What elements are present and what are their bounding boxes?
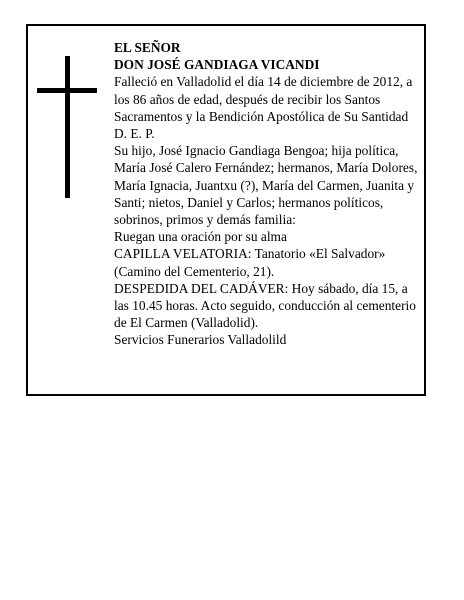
cross-vertical-bar [65,56,70,198]
heading-line-2: DON JOSÉ GANDIAGA VICANDI [114,57,320,73]
heading-line-1: EL SEÑOR [114,40,181,55]
funeral-services: Servicios Funerarios Valladolild [114,332,287,348]
death-announcement: Falleció en Valladolid el día 14 de diciembre de 2012, a los 86 años de edad, después de recibir los Santos Sacramentos y la Bendición Apostólica de Su Santidad D. E. P. [114,74,413,142]
cross-icon [37,56,97,198]
wake-location: CAPILLA VELATORIA: Tanatorio «El Salvador» (Camino del Cementerio, 21). [114,246,386,279]
prayer-request: Ruegan una oración por su alma [114,229,287,245]
obituary-notice [26,24,426,396]
funeral-details: DESPEDIDA DEL CADÁVER: Hoy sábado, día 15, a las 10.45 horas. Acto seguido, conducción al cementerio de El Carmen (Valladolid). [114,280,416,331]
cross-horizontal-bar [37,88,97,93]
family-list: Su hijo, José Ignacio Gandiaga Bengoa; hija política, María José Calero Fernández; hermanos, María Dolores, María Ignacia, Juantxu (?), María del Carmen, Juanita y Santi; nietos, Daniel y Carlos; hermanos políticos, sobrinos, primos y demás familia: [114,143,418,228]
notice-text [114,39,422,349]
